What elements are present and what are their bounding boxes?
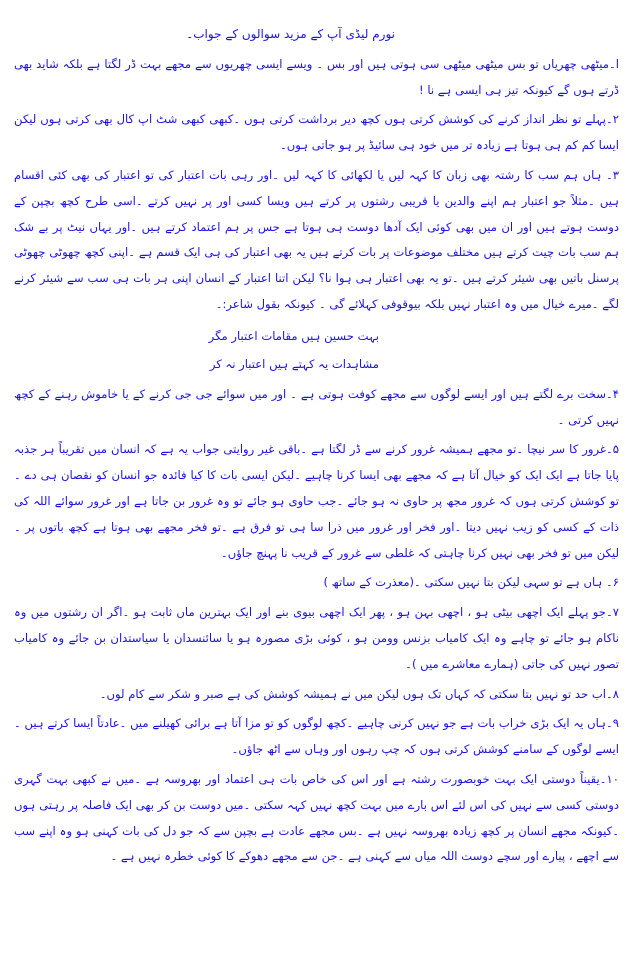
answer-paragraph-2: ۲۔پہلے تو نظر انداز کرنے کی کوشش کرتی ہوں کچھ دیر برداشت کرتی ہوں ۔کبھی کبھی شٹ اپ کال بھی کرتی ہوں لیکن ایسا کم کم ہی ہوتا ہے زیادہ تر میں خود ہی سائیڈ پر ہو جاتی ہوں۔ <box>14 112 619 153</box>
answer-paragraph-3: ۳۔ ہاں ہم سب کا رشتہ بھی زبان کا کہہ لیں یا لکھائی کا کہہ لیں ۔اور رہی بات اعتبار کی تو اعتبار کی بھی کئی اقسام ہیں ۔مثلاً جو اعتبار ہم اپنے والدین یا قریبی رشتوں پر کرتے ہیں ویسا کسی اور پر نہیں کرتے ۔اسی طرح کچھ بچپن کے دوست ہوتے ہیں اور ان میں بھی کوئی ایک آدھا دوست ہی ہوتا ہے جس پر ہم اعتماد کرتے ہیں ۔اور یہاں نیٹ پر بے شک ہم سب بات چیت کرتے ہیں مختلف موضوعات پر بات کرتے ہیں یہ بھی اعتبار کی ہی ایک قسم ہے ۔اپنی کچھ چھوٹی چھوٹی پرسنل باتیں بھی شیئر کرتے ہیں ۔تو یہ بھی اعتبار ہی ہوا نا؟ لیکن اتنا اعتبار کے انسان اپنی ہر بات ہی سب سے شیئر کرنے لگے ۔میرے خیال میں وہ اعتبار نہیں بلکہ بیوقوفی کہلائے گی ۔ کیونکہ بقول شاعر:۔ <box>14 167 619 311</box>
document-heading: نورم لیڈی آپ کے مزید سوالوں کے جواب۔ <box>186 27 395 41</box>
poetry-verse <box>14 322 619 378</box>
answer-paragraph-1: ا۔میٹھی چھریاں تو بس میٹھی میٹھی سی ہوتی ہیں اور بس ۔ ویسے ایسی چھریوں سے مجھے بہت ڈر لگتا ہے بلکہ شاید بھی ڈرتے ہوں گے کیونکہ تیز ہی ایسی ہے نا ! <box>14 56 619 97</box>
answer-paragraph-4: ۴۔سخت برے لگتے ہیں اور ایسے لوگوں سے مجھے کوفت ہوتی ہے ۔ اور میں سوائے جی جی کرنے کے یا خاموش رہنے کے کچھ نہیں کرتی ۔ <box>14 386 619 427</box>
verse-line-2: مشاہدات یہ کہتے ہیں اعتبار نہ کر <box>209 356 379 371</box>
answer-paragraph-9: ۹۔ہاں یہ ایک بڑی خراب بات ہے جو نہیں کرنی چاہیے ۔کچھ لوگوں کو تو مزا آتا ہے برائی کھیلنے میں ۔عادتاً ایسا کرتے ہیں ۔ایسے لوگوں کے سامنے کوشش کرتی ہوں کہ چپ رہوں اور وہاں سے اٹھ جاؤں۔ <box>14 716 619 757</box>
answer-paragraph-5: ۵۔غرور کا سر نیچا ۔تو مجھے ہمیشہ غرور کرنے سے ڈر لگتا ہے ۔باقی غیر روایتی جواب یہ ہے کہ انسان میں تقریباً ہر جذبہ پایا جاتا ہے ایک ایک کو خیال آتا ہے کہ مجھے بھی ایسا کرنا چاہیے ۔لیکن ایسی بات کا کیا فائدہ جو انسان کو نقصان ہی دے ۔تو کوشش کرتی ہوں کہ غرور مجھ پر حاوی نہ ہو جائے ۔جب حاوی ہو جائے تو وہ غرور بن جاتا ہے اور غرور سوائے اللہ کی ذات کے کسی کو زیب نہیں دیتا ۔اور فخر اور غرور میں ذرا سا ہی تو فرق ہے ۔تو فخر مجھے بھی ہوتا ہے کچھ باتوں پر ۔لیکن میں تو فخر بھی نہیں کرنا چاہتی کہ غلطی سے غرور کے قریب نا پہنچ جاؤں۔ <box>14 442 619 560</box>
answer-paragraph-8: ۸۔اب حد تو نہیں بتا سکتی کہ کہاں تک ہوں لیکن میں نے ہمیشہ کوشش کی ہے صبر و شکر سے کام لوں۔ <box>99 686 619 701</box>
answer-paragraph-10: ۱۰۔یقیناً دوستی ایک بہت خوبصورت رشتہ ہے اور اس کی خاص بات ہی اعتماد اور بھروسہ ہے ۔میں نے کبھی بہت گہری دوستی کسی سے نہیں کی اس لئے اس بارے میں بہت کچھ نہیں کہہ سکتی ۔میں دوست بن کر بھی ایک فاصلہ پر رہتی ہوں ۔کیونکہ مجھے انسان پر کچھ زیادہ بھروسہ نہیں ہے ۔بس مجھے عادت ہے بچپن سے کہ جو دل کی بات کہنی ہو وہ اپنے سب سے اچھے ، پیارے اور سچے دوست اللہ میاں سے کہنی ہے ۔جن سے مجھے دھوکے کا کوئی خطرہ نہیں ہے ۔ <box>14 771 619 864</box>
answer-paragraph-7: ۷۔جو پہلے ایک اچھی بیٹی ہو ، اچھی بہن ہو ، پھر ایک اچھی بیوی بنے اور ایک بہترین ماں ثابت ہو ۔اگر ان رشتوں میں وہ ناکام ہو جائے تو چاہے وہ ایک کامیاب بزنس وومن ہو ، کوئی بڑی مصورہ ہو یا سائنسدان یا سیاستدان بن جائے وہ کامیاب تصور نہیں کی جاتی (ہمارے معاشرے میں )۔ <box>14 605 619 671</box>
answer-paragraph-6: ۶۔ ہاں ہے تو سہی لیکن بتا نہیں سکتی ۔(معذرت کے ساتھ ) <box>323 575 619 590</box>
verse-line-1: بہت حسین ہیں مقامات اعتبار مگر <box>208 328 379 343</box>
